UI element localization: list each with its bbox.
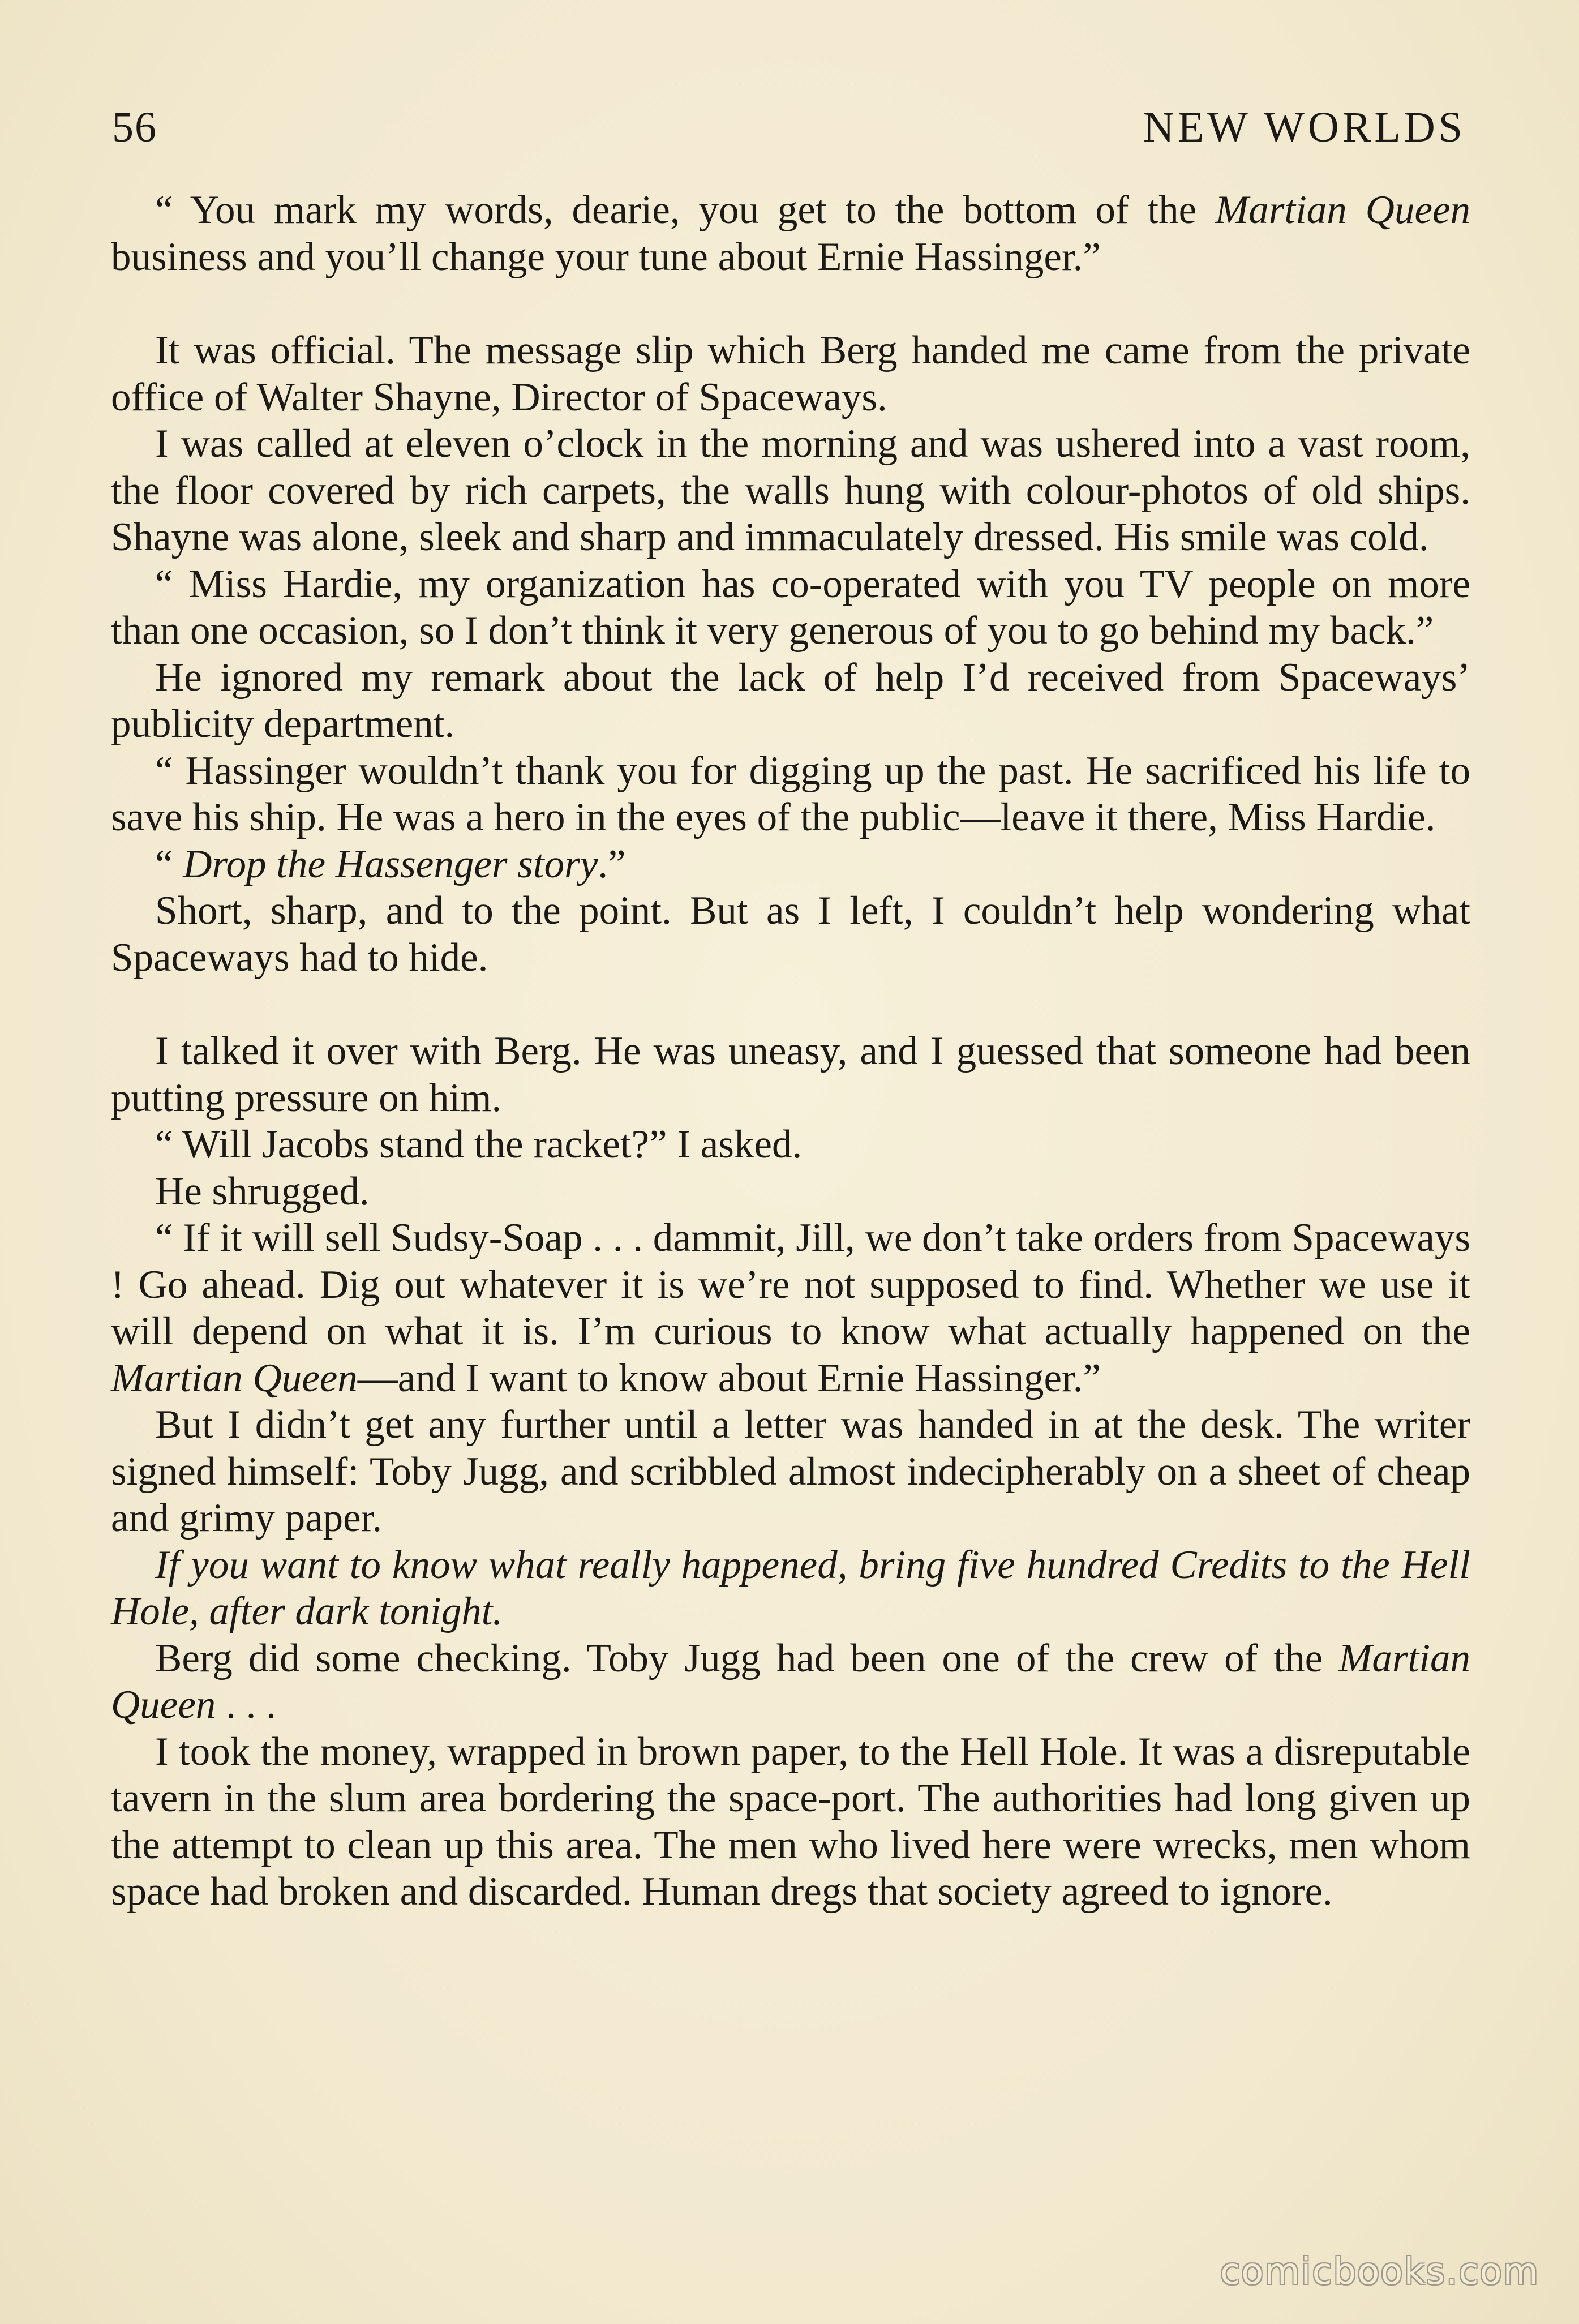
paragraph: [111, 654, 1470, 748]
page-header: [112, 96, 1466, 158]
text-run: “ You mark my words, dearie, you get to the bottom of the: [155, 188, 1216, 232]
paragraph: [111, 1028, 1470, 1121]
text-run: “ Will Jacobs stand the racket?” I asked.: [155, 1122, 803, 1167]
paragraph: [111, 187, 1470, 280]
text-run: “ If it will sell Sudsy-Soap . . . dammit, Jill, we don’t take orders from Spaceways ! Go ahead. Dig out whatever it is we’re not supposed to find. Whether we use it will depend on what it is. I’m curious to know what actually happened on the: [111, 1216, 1470, 1353]
italic-text: Drop the Hassenger story: [183, 842, 598, 886]
text-run: I was called at eleven o’clock in the morning and was ushered into a vast room, the floor covered by rich carpets, the walls hung with colour-photos of old ships. Shayne was alone, sleek and sharp and immaculately dressed. His smile was cold.: [111, 422, 1470, 559]
text-run: I took the money, wrapped in brown paper, to the Hell Hole. It was a disreputable tavern in the slum area bordering the space-port. The authorities had long given up the attempt to clean up this area. The men who lived here were wrecks, men whom space had broken and discarded. Human dregs that society agreed to ignore.: [111, 1729, 1470, 1914]
paragraph: [111, 1635, 1470, 1729]
watermark-logo: comicbooks.com: [1220, 2251, 1539, 2293]
italic-text: If you want to know what really happened, bring five hundred Credits to the Hell Hole, after dark tonight.: [111, 1542, 1470, 1633]
text-run: “: [155, 842, 183, 886]
text-run: Berg did some checking. Toby Jugg had been one of the crew of the: [155, 1636, 1339, 1680]
text-run: “ Miss Hardie, my organization has co-operated with you TV people on more than one occasion, so I don’t think it very generous of you to go behind my back.”: [111, 561, 1470, 653]
running-title: NEW WORLDS: [1143, 103, 1466, 151]
section-break: [111, 280, 1470, 327]
text-run: I talked it over with Berg. He was uneasy, and I guessed that someone had been putting pressure on him.: [111, 1029, 1470, 1120]
text-run: It was official. The message slip which Berg handed me came from the private office of Walter Shayne, Director of Spaceways.: [111, 328, 1470, 419]
text-run: . . .: [216, 1683, 276, 1727]
page-number: 56: [112, 103, 157, 151]
paragraph: [111, 1215, 1470, 1401]
body-text: [111, 187, 1470, 1915]
italic-text: Martian Queen: [111, 1636, 1470, 1727]
text-run: “ Hassinger wouldn’t thank you for digging up the past. He sacrificed his life to save his ship. He was a hero in the eyes of the public—leave it there, Miss Hardie.: [111, 748, 1470, 839]
paragraph: [111, 1729, 1470, 1915]
text-run: .”: [598, 842, 626, 886]
italic-text: Martian Queen: [1215, 188, 1470, 232]
text-run: But I didn’t get any further until a letter was handed in at the desk. The writer signed himself: Toby Jugg, and scribbled almost indecipherably on a sheet of cheap and grimy paper.: [111, 1403, 1470, 1540]
paragraph: [111, 1401, 1470, 1542]
paragraph: [111, 1168, 1470, 1215]
text-run: He shrugged.: [155, 1169, 370, 1214]
text-run: He ignored my remark about the lack of help I’d received from Spaceways’ publicity department.: [111, 655, 1470, 746]
paragraph: [111, 841, 1470, 888]
paragraph: [111, 421, 1470, 561]
italic-text: Martian Queen: [111, 1356, 358, 1400]
paragraph: [111, 1542, 1470, 1635]
text-run: Short, sharp, and to the point. But as I left, I couldn’t help wondering what Spaceways had to hide.: [111, 889, 1470, 980]
section-break: [111, 981, 1470, 1028]
paragraph: [111, 748, 1470, 841]
paragraph: [111, 1121, 1470, 1168]
paragraph: [111, 887, 1470, 981]
paragraph: [111, 561, 1470, 654]
paragraph: [111, 327, 1470, 421]
text-run: business and you’ll change your tune about Ernie Hassinger.”: [111, 234, 1101, 279]
text-run: —and I want to know about Ernie Hassinger.”: [357, 1356, 1101, 1400]
